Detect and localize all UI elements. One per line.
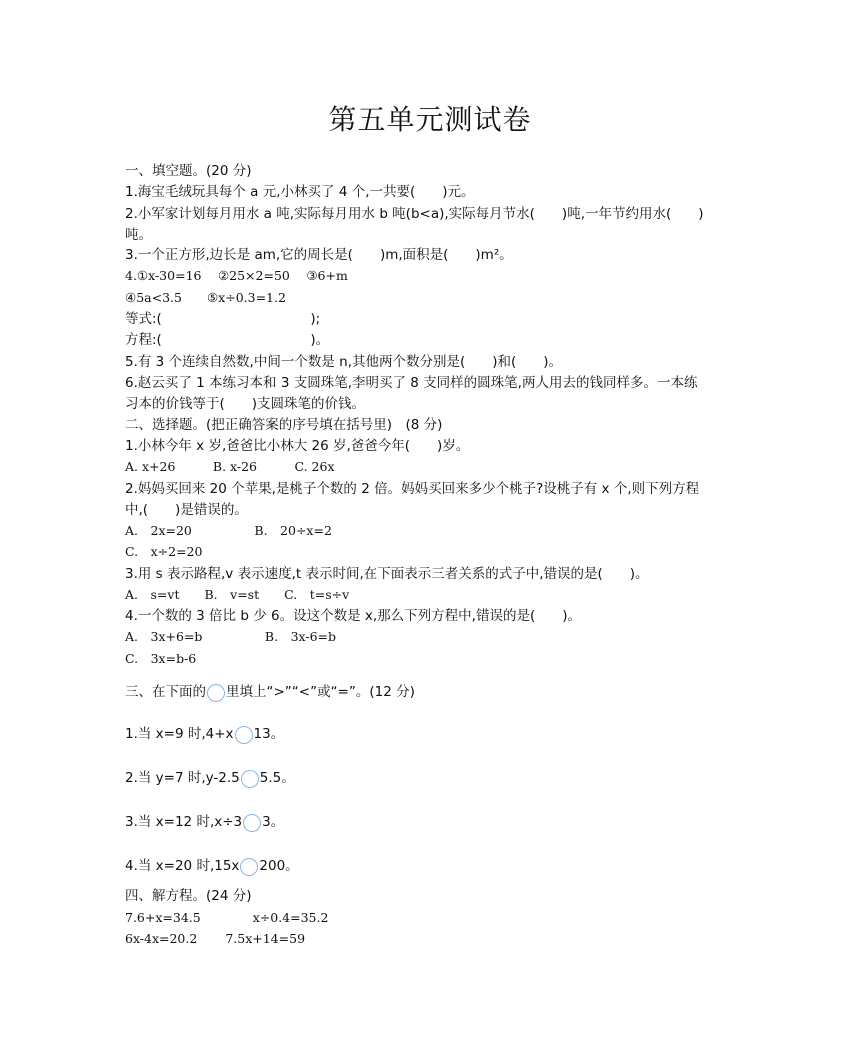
section-3-header-pre: 三、在下面的 <box>125 684 206 700</box>
equation-row-2 <box>125 930 305 948</box>
question-3-3 <box>125 813 284 832</box>
equation-4: 7.5x+14=59 <box>225 931 306 946</box>
question-2-2-line-1: 2.妈妈买回来 20 个苹果,是桃子个数的 2 倍。妈妈买回来多少个桃子?设桃子有 x 个,则下列方程 <box>125 481 700 497</box>
question-1-5: 5.有 3 个连续自然数,中间一个数是 n,其他两个数分别是( )和( )。 <box>125 354 563 370</box>
question-2-4-options-ab: A. 3x+6=b B. 3x-6=b <box>125 629 336 644</box>
section-1-header: 一、填空题。(20 分) <box>125 163 252 179</box>
section-4-header: 四、解方程。(24 分) <box>125 888 252 904</box>
answer-circle-icon[interactable] <box>241 770 259 788</box>
question-1-6-line-2: 习本的价钱等于( )支圆珠笔的价钱。 <box>125 396 366 412</box>
question-3-4 <box>125 857 299 876</box>
section-2-header: 二、选择题。(把正确答案的序号填在括号里) (8 分) <box>125 417 443 433</box>
question-2-3: 3.用 s 表示路程,v 表示速度,t 表示时间,在下面表示三者关系的式子中,错误的是( )。 <box>125 566 649 582</box>
question-3-3-value: 3。 <box>262 814 285 830</box>
page-title: 第五单元测试卷 <box>328 103 532 136</box>
question-2-2-options-ab: A. 2x=20 B. 20÷x=2 <box>125 523 332 538</box>
question-1-4-equations: 等式:( ); <box>125 311 321 327</box>
question-3-2-value: 5.5。 <box>259 770 295 786</box>
question-2-3-options: A. s=vt B. v=st C. t=s÷v <box>125 587 350 602</box>
question-1-1: 1.海宝毛绒玩具每个 a 元,小林买了 4 个,一共要( )元。 <box>125 184 475 200</box>
section-3-header-post: 里填上“>”“<”或“=”。(12 分) <box>226 684 415 700</box>
equation-3: 6x-4x=20.2 <box>125 931 198 946</box>
blank-circle-icon <box>207 684 225 702</box>
question-3-2 <box>125 769 295 788</box>
question-3-2-expression: 2.当 y=7 时,y-2.5 <box>125 770 240 786</box>
question-3-1 <box>125 725 284 744</box>
question-1-4-line-1: 4.①x-30=16 ②25×2=50 ③6+m <box>125 268 348 283</box>
question-1-3: 3.一个正方形,边长是 am,它的周长是( )m,面积是( )m²。 <box>125 247 513 263</box>
question-1-6-line-1: 6.赵云买了 1 本练习本和 3 支圆珠笔,李明买了 8 支同样的圆珠笔,两人用去的钱同样多。一本练 <box>125 375 698 391</box>
question-3-3-expression: 3.当 x=12 时,x÷3 <box>125 814 243 830</box>
question-3-1-expression: 1.当 x=9 时,4+x <box>125 726 234 742</box>
answer-circle-icon[interactable] <box>243 814 261 832</box>
equation-row-1 <box>125 909 328 927</box>
equation-2: x÷0.4=35.2 <box>252 910 329 925</box>
question-2-1: 1.小林今年 x 岁,爸爸比小林大 26 岁,爸爸今年( )岁。 <box>125 438 470 454</box>
question-3-4-expression: 4.当 x=20 时,15x <box>125 858 240 874</box>
question-1-4-formulas: 方程:( )。 <box>125 332 330 348</box>
question-2-4: 4.一个数的 3 倍比 b 少 6。设这个数是 x,那么下列方程中,错误的是( )。 <box>125 608 581 624</box>
question-1-2-line-1: 2.小军家计划每月用水 a 吨,实际每月用水 b 吨(b<a),实际每月节水( )吨,一年节约用水( ) <box>125 206 704 222</box>
answer-circle-icon[interactable] <box>240 858 258 876</box>
question-2-2-option-c: C. x÷2=20 <box>125 544 203 559</box>
equation-1: 7.6+x=34.5 <box>125 910 201 925</box>
question-2-4-option-c: C. 3x=b-6 <box>125 651 197 666</box>
question-1-4-line-2: ④5a<3.5 ⑤x÷0.3=1.2 <box>125 290 286 305</box>
question-3-4-value: 200。 <box>259 858 299 874</box>
section-3-header <box>125 683 415 702</box>
answer-circle-icon[interactable] <box>235 726 253 744</box>
question-1-2-line-2: 吨。 <box>125 227 152 243</box>
question-3-1-value: 13。 <box>253 726 285 742</box>
question-2-2-line-2: 中,( )是错误的。 <box>125 502 248 518</box>
question-2-1-options: A. x+26 B. x-26 C. 26x <box>125 459 335 474</box>
